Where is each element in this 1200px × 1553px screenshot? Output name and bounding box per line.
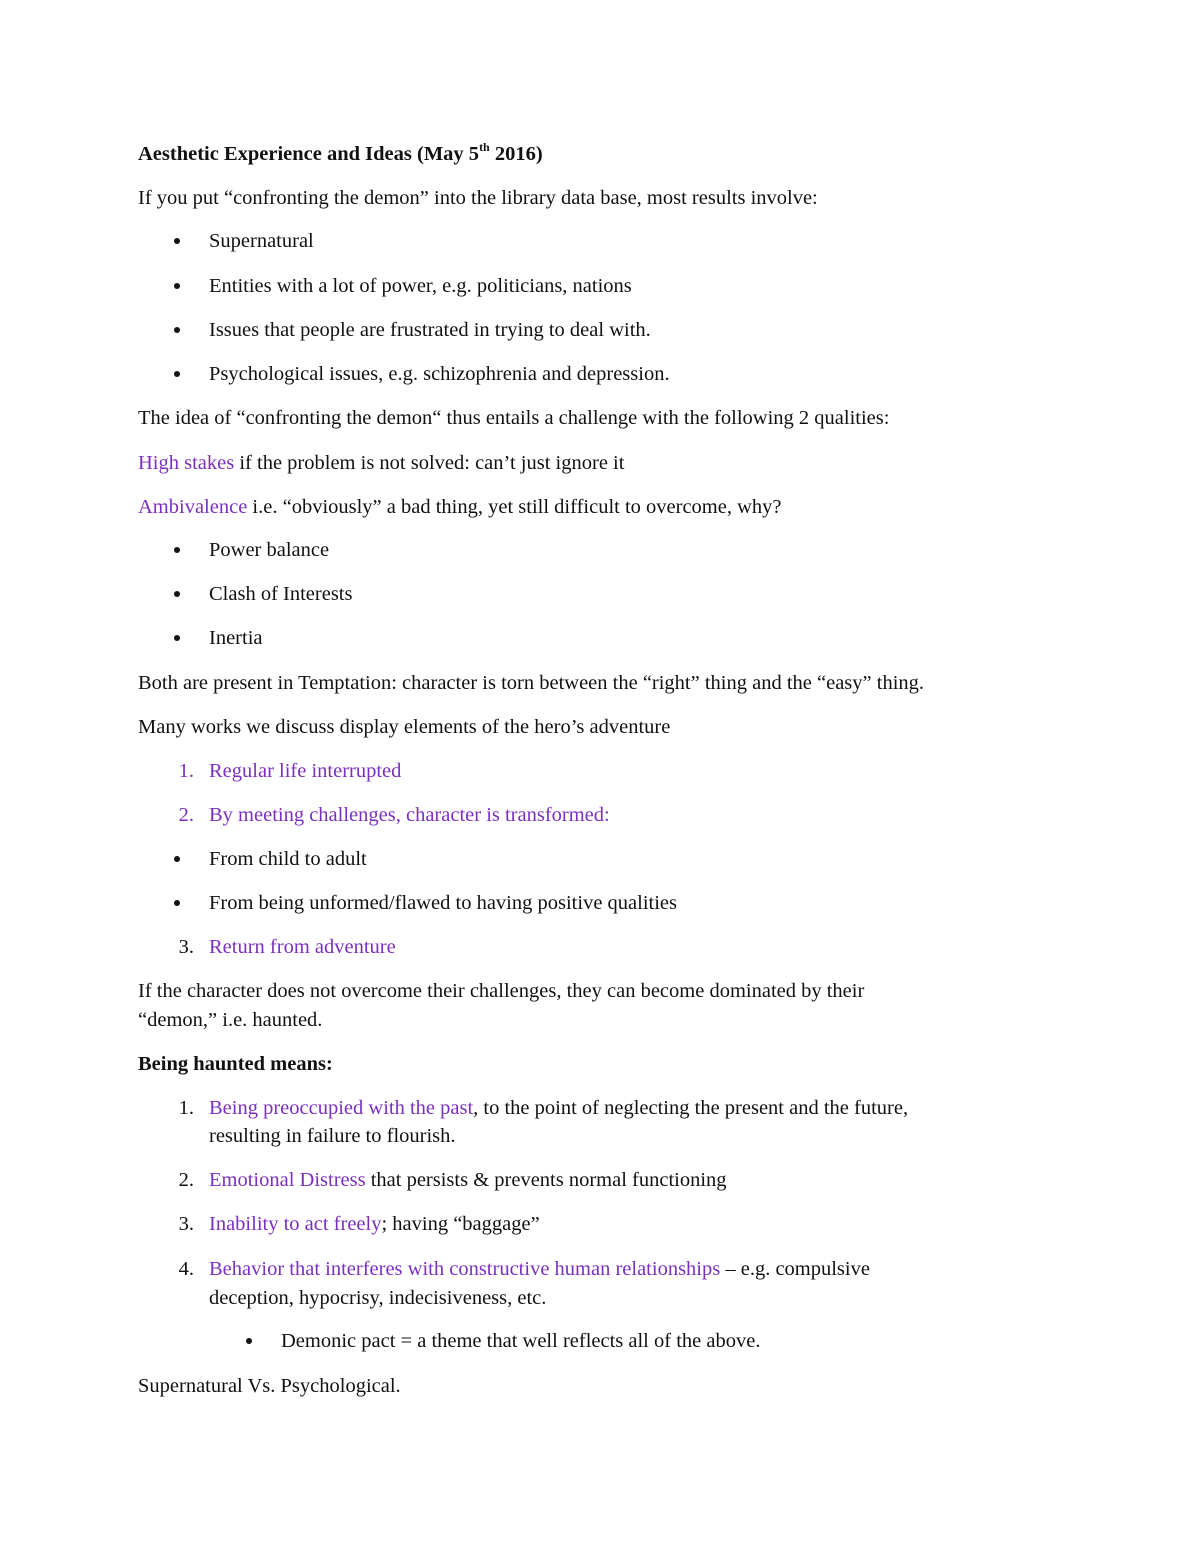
haunted-item-4 [209, 1255, 870, 1283]
haunted-text: that persists & prevents normal functioning [365, 1169, 727, 1191]
title-main: Aesthetic Experience and Ideas (May 5 [138, 143, 480, 165]
bullet-icon [174, 547, 180, 553]
section-heading: Being haunted means: [138, 1053, 333, 1075]
list-item: Psychological issues, e.g. schizophrenia and depression. [209, 363, 670, 385]
list-number: 1. [178, 760, 194, 782]
bullet-icon [174, 900, 180, 906]
intro-paragraph: If you put “confronting the demon” into the library data base, most results involve: [138, 187, 818, 209]
hero-step-3: Return from adventure [209, 936, 396, 958]
bullet-icon [174, 371, 180, 377]
title-year: 2016) [489, 143, 543, 165]
list-item: From child to adult [209, 848, 367, 870]
ambivalence-text: i.e. “obviously” a bad thing, yet still difficult to overcome, why? [247, 496, 782, 518]
list-number: 3. [178, 1213, 194, 1235]
title-superscript: th [479, 140, 490, 155]
temptation-paragraph: Both are present in Temptation: character is torn between the “right” thing and the “easy” thing. [138, 672, 925, 694]
haunted-text: ; having “baggage” [381, 1213, 540, 1235]
list-number: 1. [178, 1097, 194, 1119]
hero-intro-paragraph: Many works we discuss display elements of the hero’s adventure [138, 716, 671, 738]
list-item: From being unformed/flawed to having positive qualities [209, 892, 677, 914]
haunted-item-1-continued: resulting in failure to flourish. [209, 1125, 456, 1147]
bullet-icon [174, 283, 180, 289]
list-item: Issues that people are frustrated in trying to deal with. [209, 319, 651, 341]
bullet-icon [174, 327, 180, 333]
list-number: 2. [178, 1169, 194, 1191]
dominated-paragraph-line-2: “demon,” i.e. haunted. [138, 1009, 323, 1031]
list-number: 2. [178, 804, 194, 826]
list-item: Demonic pact = a theme that well reflects all of the above. [281, 1330, 761, 1352]
haunted-term: Inability to act freely [209, 1213, 382, 1235]
bullet-icon [246, 1338, 252, 1344]
bullet-icon [174, 635, 180, 641]
ambivalence-term: Ambivalence [138, 496, 248, 518]
idea-paragraph: The idea of “confronting the demon“ thus entails a challenge with the following 2 qualities: [138, 407, 890, 429]
list-number: 3. [178, 936, 194, 958]
page-title [138, 140, 543, 168]
haunted-term: Emotional Distress [209, 1169, 366, 1191]
haunted-term: Behavior that interferes with constructive human relationships [209, 1258, 721, 1280]
haunted-item-3 [209, 1210, 540, 1238]
hero-step-1: Regular life interrupted [209, 760, 402, 782]
bullet-icon [174, 238, 180, 244]
haunted-item-2 [209, 1166, 727, 1194]
haunted-text: – e.g. compulsive [720, 1258, 870, 1280]
high-stakes-term: High stakes [138, 452, 235, 474]
haunted-term: Being preoccupied with the past [209, 1097, 474, 1119]
bullet-icon [174, 856, 180, 862]
closing-line: Supernatural Vs. Psychological. [138, 1375, 401, 1397]
bullet-icon [174, 591, 180, 597]
list-item: Inertia [209, 627, 263, 649]
haunted-text: , to the point of neglecting the present and the future, [473, 1097, 909, 1119]
hero-step-2: By meeting challenges, character is transformed: [209, 804, 610, 826]
list-number: 4. [178, 1258, 194, 1280]
high-stakes-line [138, 449, 624, 477]
list-item: Supernatural [209, 230, 314, 252]
list-item: Entities with a lot of power, e.g. politicians, nations [209, 275, 632, 297]
haunted-item-1 [209, 1094, 908, 1122]
ambivalence-line [138, 493, 782, 521]
high-stakes-text: if the problem is not solved: can’t just ignore it [234, 452, 625, 474]
list-item: Clash of Interests [209, 583, 353, 605]
dominated-paragraph-line-1: If the character does not overcome their challenges, they can become dominated by their [138, 980, 865, 1002]
haunted-item-4-continued: deception, hypocrisy, indecisiveness, etc. [209, 1287, 547, 1309]
list-item: Power balance [209, 539, 330, 561]
